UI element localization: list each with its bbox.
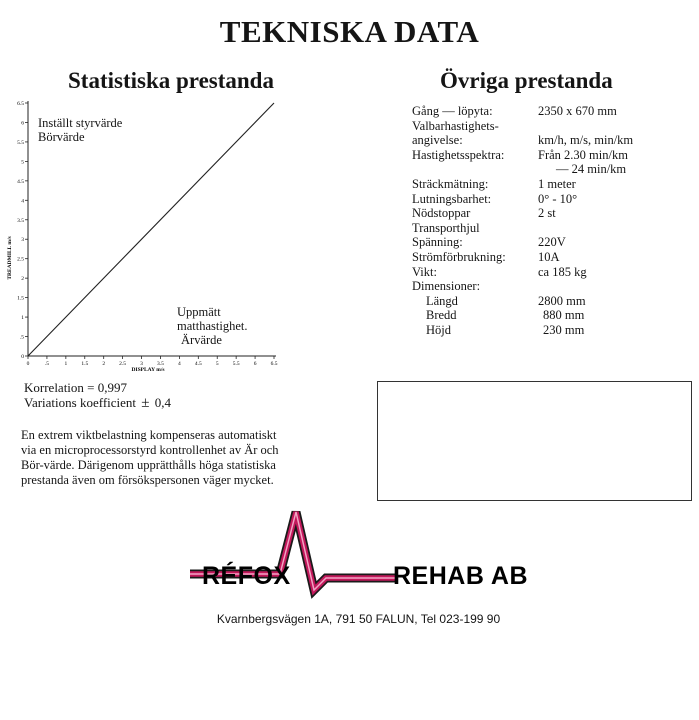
x-tick-label: 2 bbox=[102, 361, 106, 367]
spec-label: Höjd bbox=[426, 323, 451, 337]
spec-label: Längd bbox=[426, 293, 458, 308]
y-tick-label: 1.5 bbox=[17, 295, 24, 302]
refox-logo bbox=[190, 508, 530, 603]
spec-value: 2800 mm bbox=[538, 293, 586, 308]
spec-value: 2 st bbox=[538, 206, 556, 221]
y-tick-label: 3.5 bbox=[17, 217, 24, 224]
company-address: Kvarnbergsvägen 1A, 791 50 FALUN, Tel 023-199 90 bbox=[216, 612, 501, 626]
logo-text-right: REHAB AB bbox=[393, 562, 529, 590]
y-tick-label: 4.5 bbox=[17, 178, 24, 185]
setpoint-label-line2: Börvärde bbox=[38, 130, 85, 144]
measured-label-line2: matthastighet. bbox=[177, 319, 248, 333]
variation-label: Variations koefficient bbox=[24, 395, 137, 410]
spec-value: Från 2.30 min/km bbox=[538, 147, 628, 162]
spec-label: Sträckmätning: bbox=[412, 177, 489, 191]
spec-label: Nödstoppar bbox=[412, 206, 471, 221]
x-tick-label: 3.5 bbox=[157, 361, 164, 367]
x-tick-label: 5.5 bbox=[232, 361, 240, 367]
y-tick-label: 2.5 bbox=[17, 256, 24, 263]
spec-label: angivelse: bbox=[412, 133, 463, 148]
page-title: TEKNISKA DATA bbox=[219, 14, 480, 49]
spec-value: ca 185 kg bbox=[538, 264, 587, 279]
spec-value: 2350 x 670 mm bbox=[538, 104, 617, 118]
y-tick-label: 3 bbox=[21, 237, 24, 244]
measured-label-line3: Ärvärde bbox=[181, 333, 222, 347]
spec-value: 230 mm bbox=[543, 323, 585, 337]
y-axis-label: TREADMILL m/s bbox=[7, 236, 13, 280]
spec-value: — 24 min/km bbox=[556, 162, 627, 177]
measured-label-line1: Uppmätt bbox=[177, 305, 221, 319]
y-tick-label: 0 bbox=[21, 354, 24, 360]
y-tick-label: 5 bbox=[21, 159, 24, 166]
x-tick-label: 6 bbox=[253, 361, 257, 367]
spec-label: Strömförbrukning: bbox=[412, 250, 506, 264]
spec-value: 10A bbox=[538, 250, 560, 264]
spec-label: Hastighetsspektra: bbox=[412, 147, 505, 162]
x-tick-label: 0 bbox=[26, 361, 30, 367]
statistics-heading: Statistiska prestanda bbox=[68, 68, 274, 93]
spec-label: Lutningsbarhet: bbox=[412, 191, 492, 206]
x-tick-label: 5 bbox=[215, 361, 219, 367]
empty-box bbox=[377, 381, 692, 501]
variation-text bbox=[24, 396, 171, 410]
spec-value: 220V bbox=[538, 235, 566, 250]
x-tick-label: 6.5 bbox=[270, 361, 278, 367]
x-tick-label: 1.5 bbox=[81, 361, 89, 367]
setpoint-label bbox=[38, 116, 122, 144]
spec-value: 880 mm bbox=[543, 308, 585, 323]
spec-value: 0° - 10° bbox=[538, 191, 578, 206]
x-tick-label: 3 bbox=[140, 361, 143, 367]
y-tick-label: 2 bbox=[21, 276, 24, 283]
paragraph-line: Bör-värde. Därigenom upprätthålls höga statistiska bbox=[21, 458, 276, 472]
y-tick-label: 6.5 bbox=[17, 101, 24, 107]
x-tick-label: 4.5 bbox=[194, 361, 202, 367]
spec-label: Gång — löpyta: bbox=[412, 104, 493, 118]
x-tick-label: 2.5 bbox=[119, 361, 127, 367]
x-axis-label: DISPLAY m/s bbox=[131, 367, 165, 373]
paragraph-line: prestanda även om försökspersonen väger mycket. bbox=[21, 473, 274, 487]
spec-label: Valbarhastighets- bbox=[412, 118, 499, 133]
paragraph-line: via en microprocessorstyrd kontrollenhet av Är och bbox=[21, 443, 279, 457]
setpoint-label-line1: Inställt styrvärde bbox=[38, 116, 123, 130]
spec-label: Vikt: bbox=[412, 264, 437, 279]
y-tick-label: 4 bbox=[21, 198, 24, 205]
spec-value: km/h, m/s, min/km bbox=[538, 133, 634, 148]
correlation-text: Korrelation = 0,997 bbox=[24, 380, 128, 395]
variation-value: 0,4 bbox=[154, 395, 172, 410]
paragraph-line: En extrem viktbelastning kompenseras automatiskt bbox=[21, 428, 277, 442]
spec-label: Bredd bbox=[426, 308, 457, 323]
spec-label: Spänning: bbox=[412, 235, 463, 250]
spec-value: 1 meter bbox=[538, 177, 576, 191]
y-tick-label: .5 bbox=[19, 334, 24, 341]
measured-label bbox=[177, 305, 247, 347]
x-tick-label: 1 bbox=[64, 361, 68, 367]
x-tick-label: .5 bbox=[44, 361, 49, 367]
spec-label: Dimensioner: bbox=[412, 279, 481, 294]
other-performance-heading: Övriga prestanda bbox=[440, 68, 613, 93]
y-tick-label: 6 bbox=[21, 120, 24, 127]
logo-text-left: RÉFOX bbox=[202, 562, 291, 590]
y-tick-label: 5.5 bbox=[17, 139, 24, 146]
spec-label: Transporthjul bbox=[412, 220, 480, 235]
x-tick-label: 4 bbox=[178, 361, 181, 367]
y-tick-label: 1 bbox=[21, 315, 24, 322]
description-paragraph bbox=[21, 428, 351, 488]
plus-minus-symbol: ± bbox=[141, 395, 150, 411]
